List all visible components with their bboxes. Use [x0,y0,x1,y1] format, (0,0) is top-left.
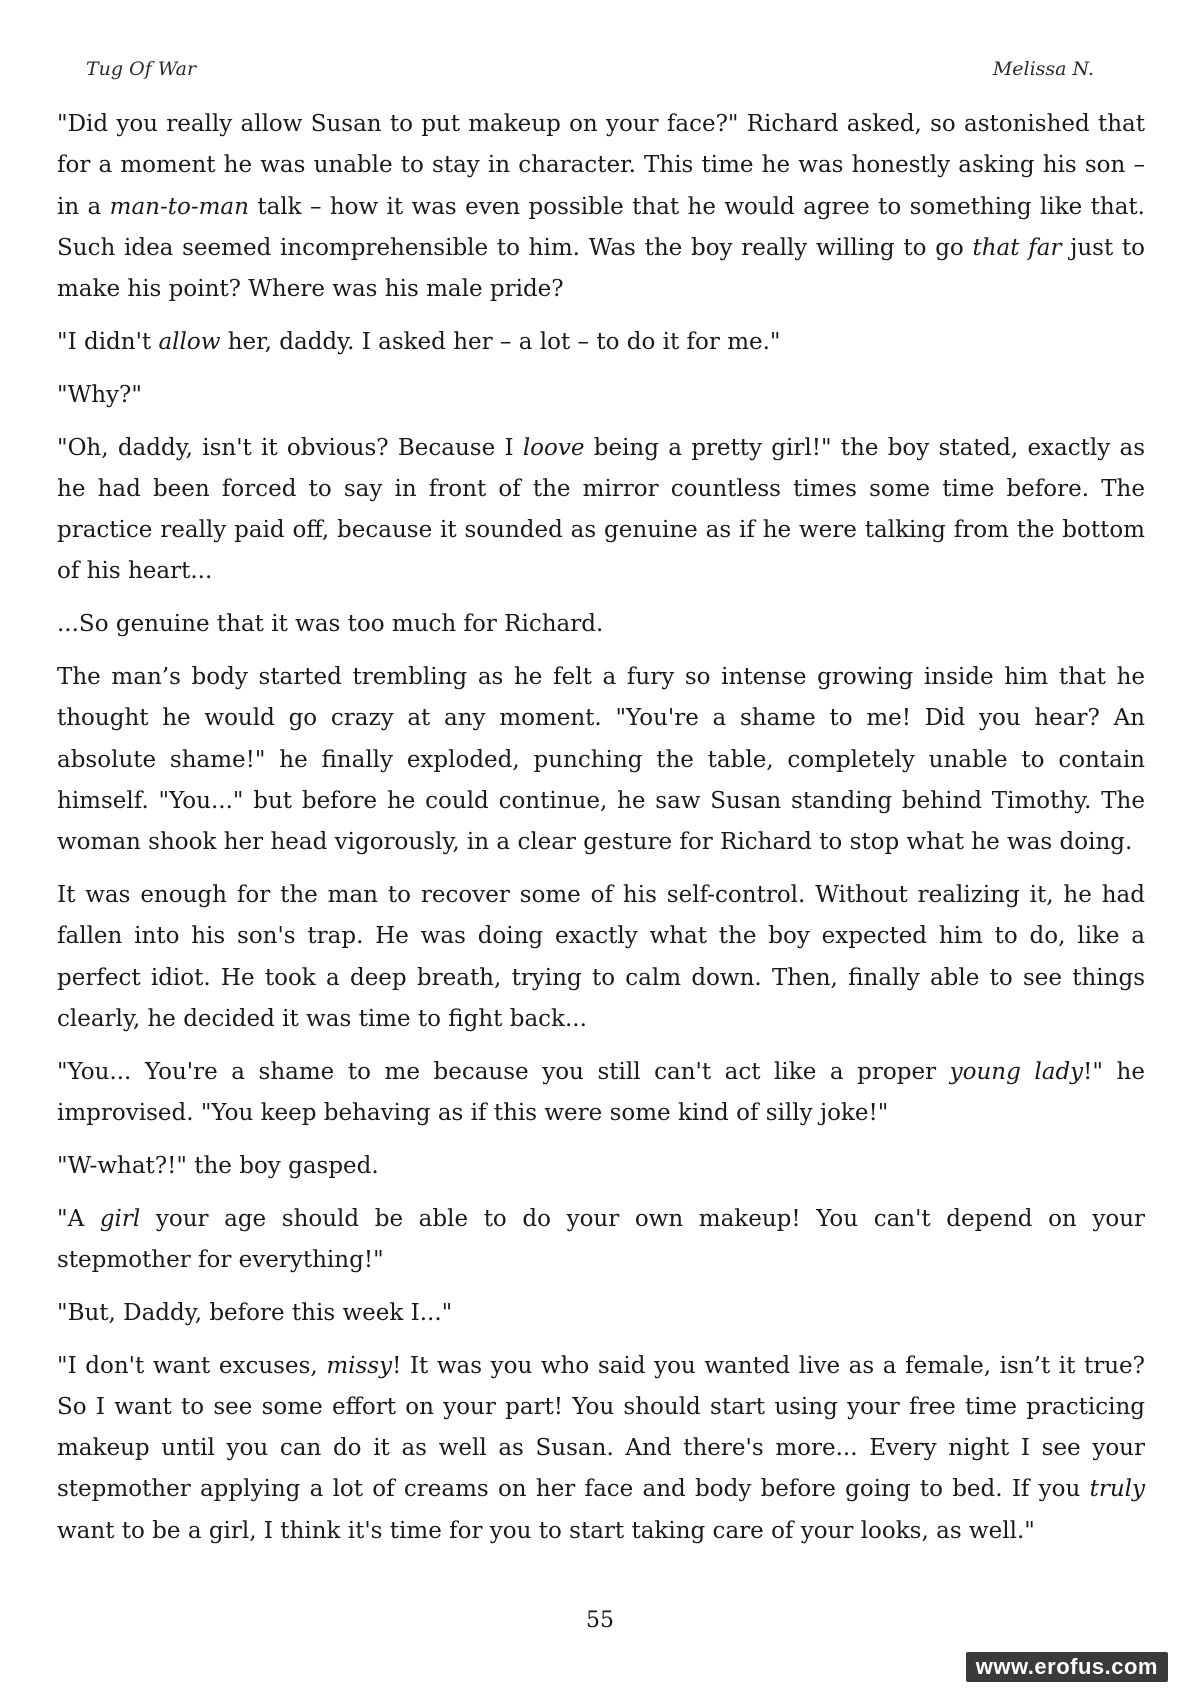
body-text [57,104,1145,1564]
text-run: her, daddy. I asked her – a lot – to do it for me." [220,328,781,355]
emphasis-text: girl [99,1205,141,1232]
paragraph [57,1146,1145,1187]
text-run: "But, Daddy, before this week I..." [57,1299,453,1326]
text-run: "You... You're a shame to me because you still can't act like a proper [57,1058,950,1085]
emphasis-text: allow [158,328,221,355]
text-run: your age should be able to do your own makeup! You can't depend on your stepmother for everything!" [57,1205,1146,1273]
emphasis-text: that far [972,234,1062,261]
text-run: "W-what?!" the boy gasped. [57,1152,379,1179]
book-title: Tug Of War [86,58,197,80]
paragraph [57,1199,1145,1282]
paragraph [57,322,1145,363]
emphasis-text: missy [326,1352,393,1379]
paragraph [57,875,1145,1040]
text-run: being a pretty girl!" the boy stated, exactly as he had been forced to say in front of the mirror countless times some time before. The practice really paid off, because it sounded as genuine as if he were talking from the bottom of his heart... [57,434,1145,585]
text-run: It was enough for the man to recover some of his self-control. Without realizing it, he had fallen into his son's trap. He was doing exactly what the boy expected him to do, like a perfect idiot. He took a deep breath, trying to calm down. Then, finally able to see things clearly, he decided it was time to fight back... [57,882,1145,1032]
emphasis-text: truly [1089,1476,1145,1503]
emphasis-text: loove [522,434,585,461]
page-number: 55 [586,1608,614,1633]
running-header [86,58,1114,88]
emphasis-text: man-to-man [109,193,249,220]
text-run: !" he improvised. "You keep behaving as if this were some kind of silly joke!" [57,1058,1145,1127]
paragraph [57,657,1145,863]
author-name: Melissa N. [992,58,1094,80]
paragraph [57,428,1145,593]
text-run: The man’s body started trembling as he felt a fury so intense growing inside him that he thought he would go crazy at any moment. "You're a shame to me! Did you hear? An absolute shame!" he finally exploded, punching the table, completely unable to contain himself. "You..." but before he could continue, he saw Susan standing behind Timothy. The woman shook her head vigorously, in a clear gesture for Richard to stop what he was doing. [57,664,1145,856]
text-run: "Why?" [57,381,142,408]
text-run: "Did you really allow Susan to put makeup on your face?" Richard asked, so astonished that for a moment he was unable to stay in character. This time he was honestly asking his son – in a [57,111,1145,220]
watermark-logo: www.erofus.com [964,1650,1170,1684]
text-run: want to be a girl, I think it's time for you to start taking care of your looks, as well." [57,1517,1035,1544]
text-run: talk – how it was even possible that he would agree to something like that. Such idea seemed incomprehensible to him. Was the boy really willing to go [57,193,1145,261]
text-run: ...So genuine that it was too much for Richard. [57,611,604,638]
text-run: "Oh, daddy, isn't it obvious? Because I [57,434,523,461]
paragraph [57,1346,1145,1552]
paragraph [57,1293,1145,1334]
text-run: "I don't want excuses, [57,1352,327,1379]
text-run: ! It was you who said you wanted live as a female, isn’t it true? So I want to see some effort on your part! You should start using your free time practicing makeup until you can do it as well as Susan. And there's more... Every night I see your stepmother applying a lot of creams on her face and body before going to bed. If you [57,1352,1145,1503]
text-run: "A [57,1205,100,1232]
paragraph [57,604,1145,645]
paragraph [57,375,1145,416]
emphasis-text: young lady [949,1058,1084,1085]
text-run: "I didn't [57,328,159,355]
paragraph [57,104,1145,310]
paragraph [57,1052,1145,1135]
text-run: just to make his point? Where was his male pride? [57,234,1146,303]
